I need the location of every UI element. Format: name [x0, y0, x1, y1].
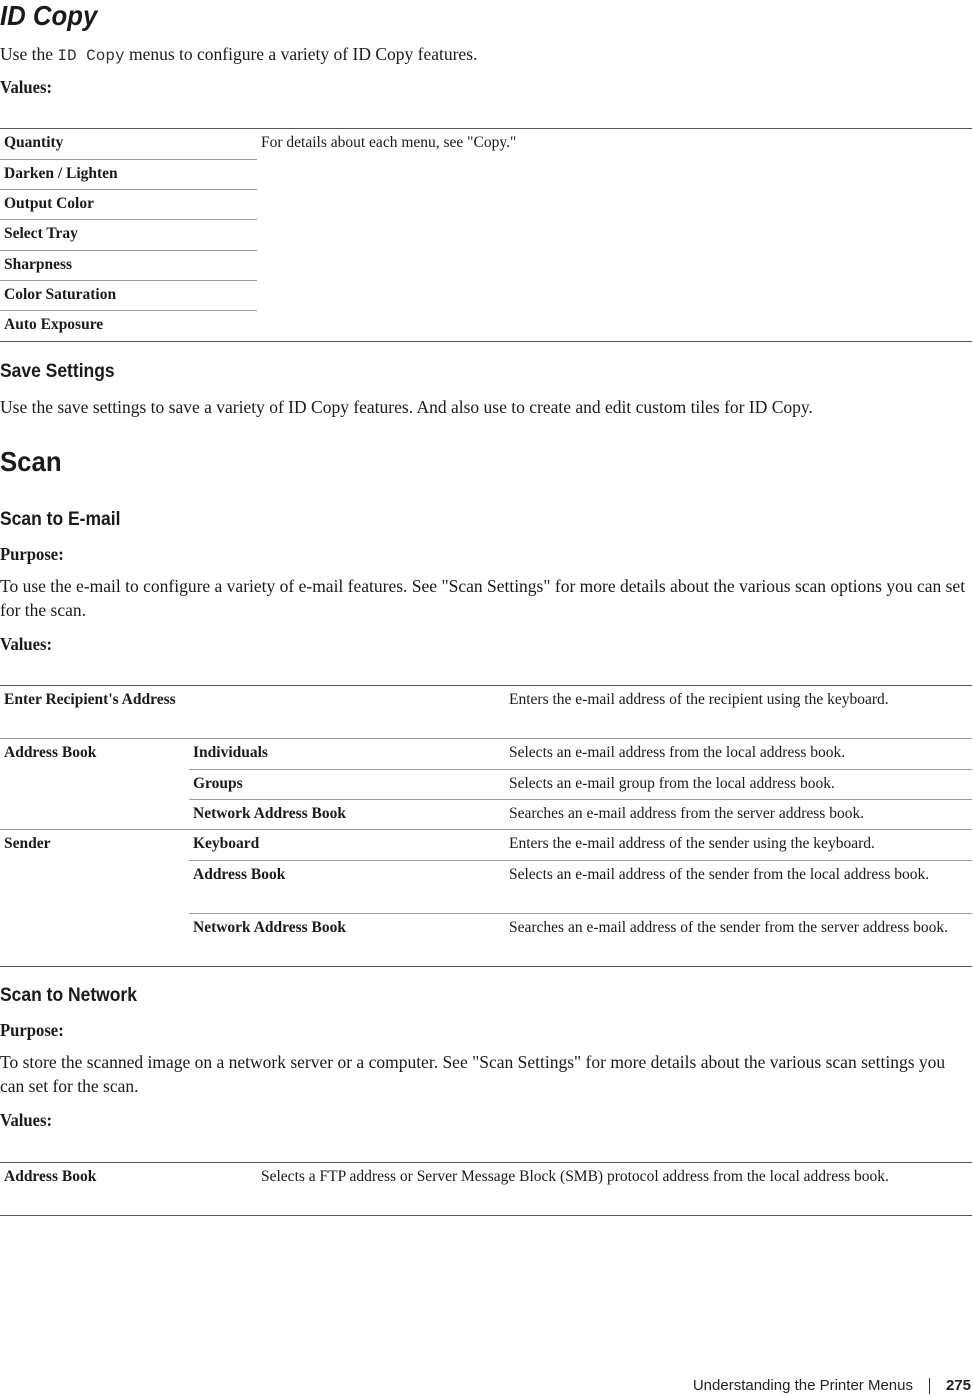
- scan-to-network-values-label: Values:: [0, 1110, 53, 1130]
- id-copy-intro: Use the ID Copy menus to configure a variety of ID Copy features.: [0, 44, 478, 65]
- scan-to-network-table: [0, 1162, 972, 1216]
- id-copy-item: Quantity: [4, 134, 64, 151]
- scan-to-email-table: [0, 685, 972, 967]
- network-address-book-desc: Selects a FTP address or Server Message Block (SMB) protocol address from the local address book.: [261, 1168, 889, 1185]
- id-copy-item: Auto Exposure: [4, 316, 104, 333]
- scan-to-email-values-label: Values:: [0, 634, 53, 654]
- table-row: [0, 1163, 972, 1216]
- address-book-label: Address Book: [4, 744, 97, 761]
- scan-to-network-heading: Scan to Network: [0, 985, 137, 1006]
- sender-keyboard-label: Keyboard: [193, 835, 260, 852]
- sender-address-book-desc: Selects an e-mail address of the sender from the local address book.: [505, 861, 972, 914]
- sender-address-book-label: Address Book: [189, 861, 505, 914]
- scan-to-network-purpose-text: To store the scanned image on a network server or a computer. See "Scan Settings" for more details about the various scan settings you can set for the scan.: [0, 1052, 946, 1096]
- table-row: [0, 686, 972, 739]
- page-number: 275: [945, 1377, 971, 1394]
- scan-heading: Scan: [0, 446, 62, 477]
- sender-label: Sender: [0, 830, 189, 967]
- id-copy-values-label: Values:: [0, 77, 53, 97]
- scan-to-network-purpose-label: Purpose:: [0, 1020, 64, 1040]
- network-address-book-desc: Searches an e-mail address from the server address book.: [505, 800, 972, 830]
- id-copy-item: Darken / Lighten: [4, 165, 118, 182]
- save-settings-heading: Save Settings: [0, 361, 115, 382]
- table-row: [0, 739, 972, 770]
- individuals-label: Individuals: [193, 744, 268, 761]
- page-footer: [693, 1376, 971, 1396]
- scan-to-email-heading: Scan to E-mail: [0, 509, 121, 530]
- id-copy-item: Color Saturation: [4, 286, 117, 303]
- sender-keyboard-desc: Enters the e-mail address of the sender using the keyboard.: [509, 835, 875, 852]
- sender-network-address-book-label: Network Address Book: [189, 914, 505, 967]
- sender-network-address-book-desc: Searches an e-mail address of the sender from the server address book.: [505, 914, 972, 967]
- id-copy-menu-name: ID Copy: [57, 47, 125, 65]
- id-copy-table: [0, 128, 972, 342]
- table-row: [0, 830, 972, 861]
- id-copy-item: Sharpness: [4, 256, 73, 273]
- id-copy-item: Select Tray: [4, 225, 78, 242]
- table-row: [0, 129, 972, 160]
- id-copy-heading: ID Copy: [0, 0, 98, 31]
- recipient-address-desc: Enters the e-mail address of the recipient using the keyboard.: [509, 691, 889, 708]
- footer-section-title: Understanding the Printer Menus: [692, 1377, 913, 1394]
- network-address-book-label: Network Address Book: [189, 800, 505, 830]
- id-copy-description: For details about each menu, see "Copy.": [257, 129, 972, 342]
- groups-desc: Selects an e-mail group from the local address book.: [505, 770, 972, 800]
- individuals-desc: Selects an e-mail address from the local address book.: [509, 744, 846, 761]
- save-settings-text: Use the save settings to save a variety of ID Copy features. And also use to create and edit custom tiles for ID Copy.: [0, 397, 813, 417]
- footer-divider: [929, 1378, 930, 1394]
- groups-label: Groups: [189, 770, 505, 800]
- recipient-address-label: Enter Recipient's Address: [4, 691, 176, 708]
- scan-to-email-purpose-label: Purpose:: [0, 544, 64, 564]
- id-copy-item: Output Color: [4, 195, 94, 212]
- network-address-book-label: Address Book: [4, 1168, 97, 1185]
- scan-to-email-purpose-text: To use the e-mail to configure a variety of e-mail features. See "Scan Settings" for more details about the various scan options you can set for the scan.: [0, 576, 966, 620]
